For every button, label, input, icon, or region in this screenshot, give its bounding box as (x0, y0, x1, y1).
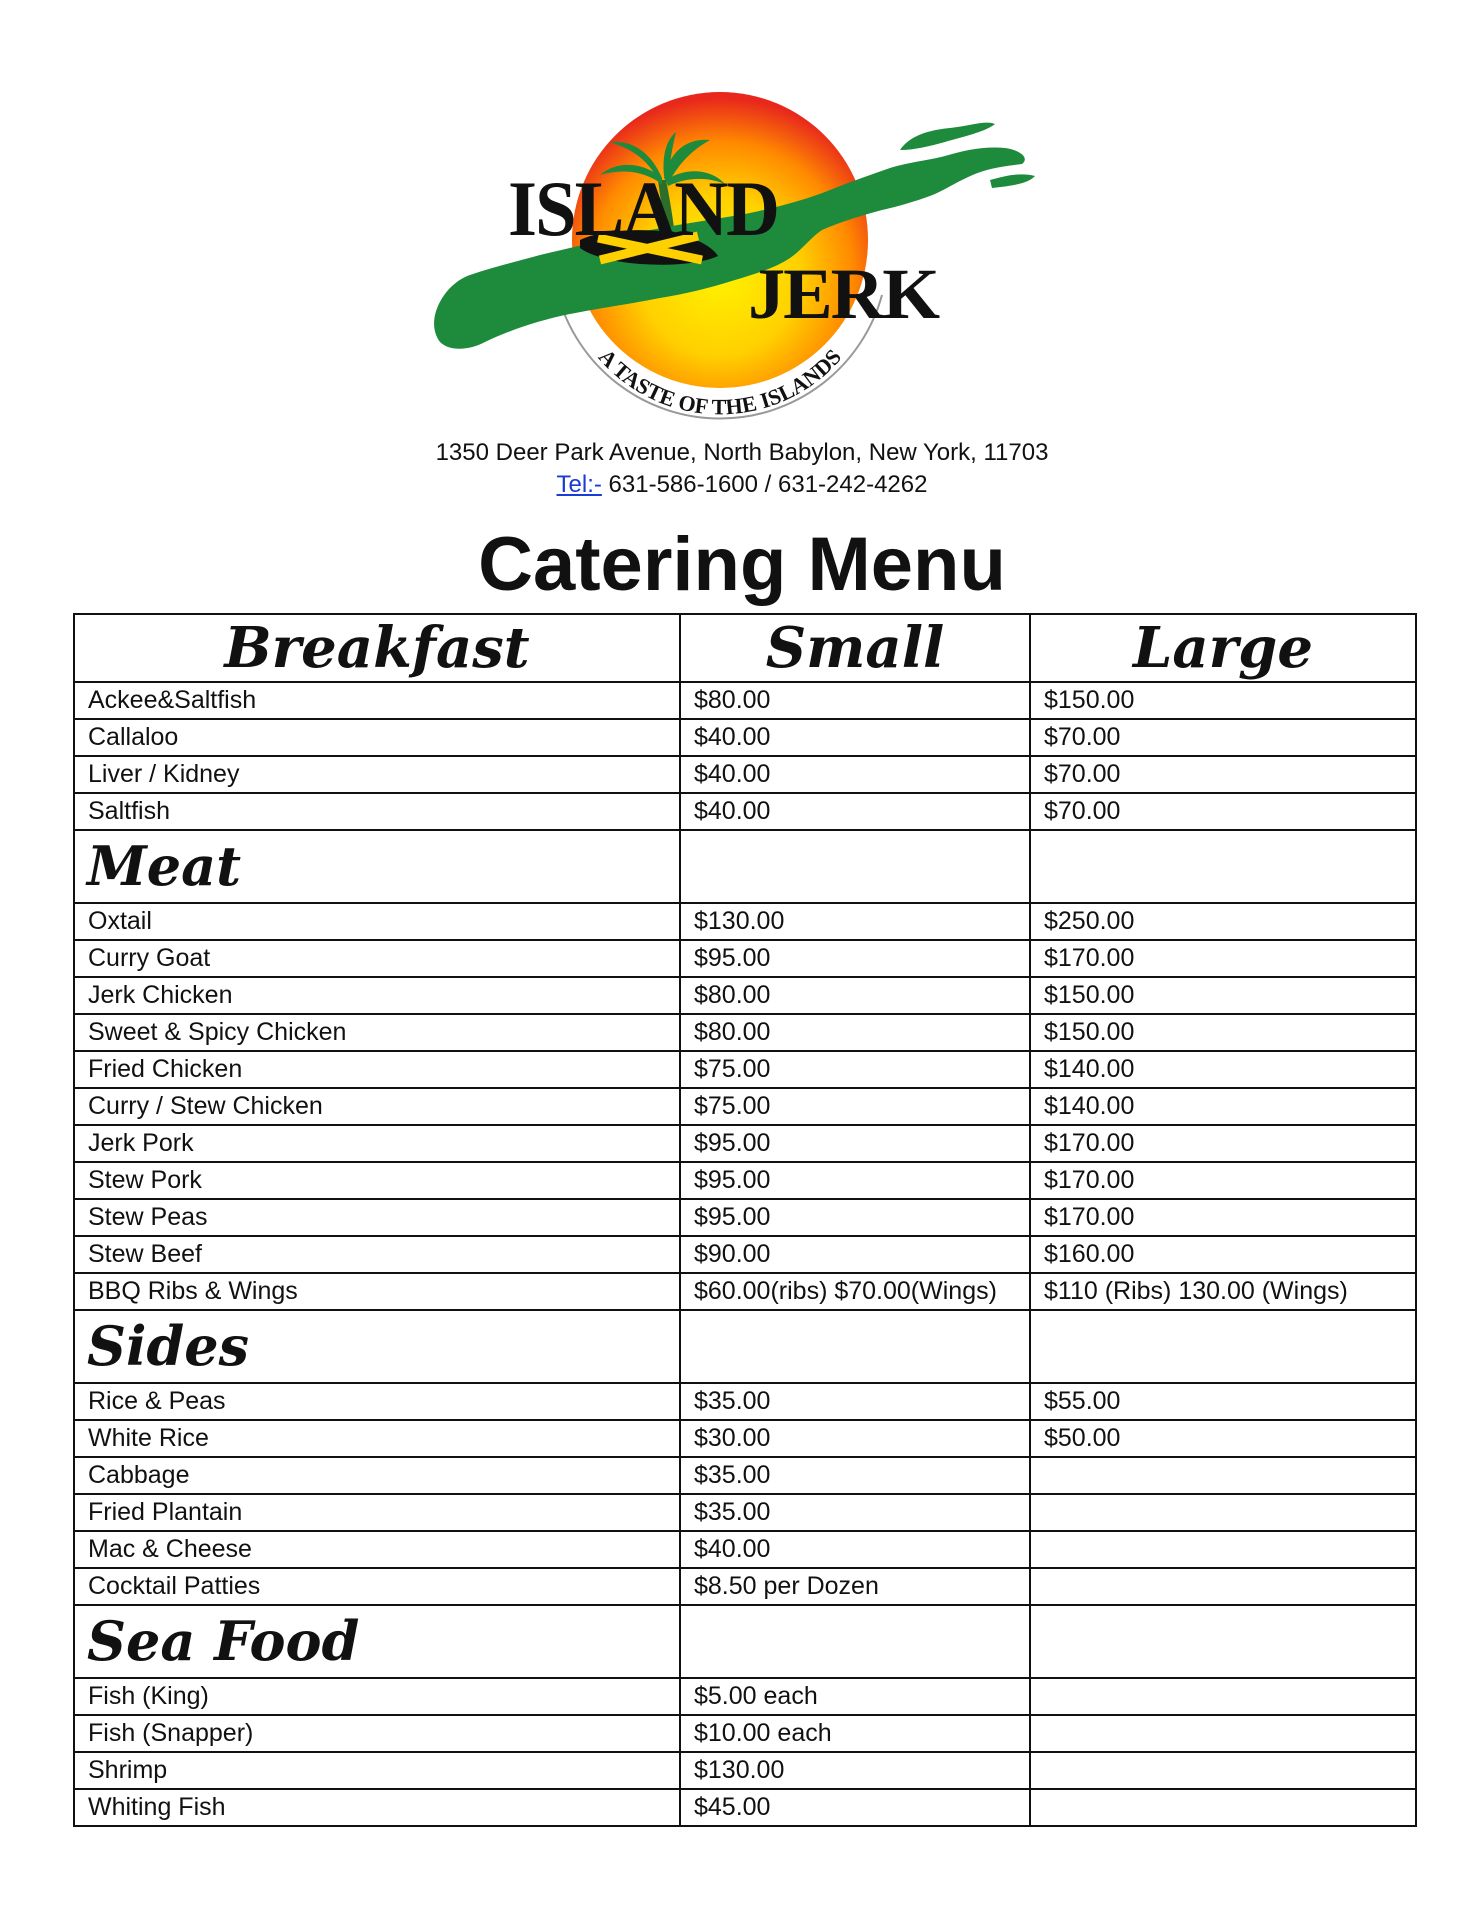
tel-link[interactable]: Tel:- (556, 471, 602, 498)
item-name-cell: Ackee&Saltfish (74, 682, 680, 719)
large-price-cell: $150.00 (1030, 682, 1416, 719)
item-name-cell: Fried Chicken (74, 1051, 680, 1088)
small-price-cell: $95.00 (680, 1199, 1030, 1236)
logo-line1: ISLAND (508, 165, 778, 252)
large-price-cell: $50.00 (1030, 1420, 1416, 1457)
item-name-cell: Stew Pork (74, 1162, 680, 1199)
item-name-cell: Mac & Cheese (74, 1531, 680, 1568)
large-price-cell (1030, 1568, 1416, 1605)
small-price-cell: $95.00 (680, 1125, 1030, 1162)
small-price-cell: $35.00 (680, 1494, 1030, 1531)
table-row (74, 1162, 1416, 1199)
large-price-cell (1030, 1752, 1416, 1789)
small-price-cell: $40.00 (680, 1531, 1030, 1568)
small-price-cell: $35.00 (680, 1383, 1030, 1420)
address-line: 1350 Deer Park Avenue, North Babylon, New York, 11703 (435, 439, 1049, 466)
item-name-cell: Cabbage (74, 1457, 680, 1494)
small-price-cell: $8.50 per Dozen (680, 1568, 1030, 1605)
large-price-cell: $170.00 (1030, 1125, 1416, 1162)
item-name-cell: BBQ Ribs & Wings (74, 1273, 680, 1310)
logo-line2: JERK (748, 254, 941, 334)
item-name-cell: Cocktail Patties (74, 1568, 680, 1605)
item-name-cell: Liver / Kidney (74, 756, 680, 793)
small-price-cell: $45.00 (680, 1789, 1030, 1826)
item-name-cell: Jerk Pork (74, 1125, 680, 1162)
table-row (74, 1014, 1416, 1051)
large-price-cell (1030, 1678, 1416, 1715)
logo-tagline: A TASTE OF THE ISLANDS (593, 343, 847, 420)
item-name-cell: Whiting Fish (74, 1789, 680, 1826)
section-title: Sides (74, 1310, 680, 1383)
large-price-cell (1030, 1789, 1416, 1826)
table-row (74, 756, 1416, 793)
section-title: Sea Food (74, 1605, 680, 1678)
header-breakfast: Breakfast (74, 614, 680, 682)
table-row (74, 1420, 1416, 1457)
small-price-cell: $80.00 (680, 1014, 1030, 1051)
table-row (74, 1494, 1416, 1531)
item-name-cell: Fish (Snapper) (74, 1715, 680, 1752)
small-price-cell: $35.00 (680, 1457, 1030, 1494)
small-price-cell: $95.00 (680, 1162, 1030, 1199)
item-name-cell: Jerk Chicken (74, 977, 680, 1014)
table-row (74, 793, 1416, 830)
phone-numbers: 631-586-1600 / 631-242-4262 (601, 471, 928, 498)
table-row (74, 1273, 1416, 1310)
table-row (74, 1752, 1416, 1789)
large-price-cell: $250.00 (1030, 903, 1416, 940)
large-price-cell: $55.00 (1030, 1383, 1416, 1420)
island-jerk-logo (430, 80, 1050, 440)
small-price-cell: $75.00 (680, 1088, 1030, 1125)
header-small: Small (680, 614, 1030, 682)
table-row (74, 1088, 1416, 1125)
header-large: Large (1030, 614, 1416, 682)
page-title: Catering Menu (478, 522, 1006, 607)
section-empty-cell (1030, 1310, 1416, 1383)
section-header-row (74, 830, 1416, 903)
large-price-cell: $70.00 (1030, 756, 1416, 793)
section-empty-cell (680, 1310, 1030, 1383)
large-price-cell: $170.00 (1030, 1199, 1416, 1236)
table-row (74, 977, 1416, 1014)
large-price-cell: $160.00 (1030, 1236, 1416, 1273)
table-row (74, 719, 1416, 756)
large-price-cell: $150.00 (1030, 977, 1416, 1014)
small-price-cell: $130.00 (680, 903, 1030, 940)
small-price-cell: $40.00 (680, 793, 1030, 830)
item-name-cell: Curry / Stew Chicken (74, 1088, 680, 1125)
table-row (74, 1789, 1416, 1826)
small-price-cell: $60.00(ribs) $70.00(Wings) (680, 1273, 1030, 1310)
table-row (74, 1236, 1416, 1273)
small-price-cell: $80.00 (680, 977, 1030, 1014)
phone-line (0, 470, 1484, 500)
large-price-cell: $140.00 (1030, 1051, 1416, 1088)
small-price-cell: $30.00 (680, 1420, 1030, 1457)
section-empty-cell (1030, 1605, 1416, 1678)
table-row (74, 1383, 1416, 1420)
item-name-cell: Oxtail (74, 903, 680, 940)
item-name-cell: White Rice (74, 1420, 680, 1457)
large-price-cell: $170.00 (1030, 1162, 1416, 1199)
table-row (74, 1568, 1416, 1605)
item-name-cell: Fish (King) (74, 1678, 680, 1715)
large-price-cell: $70.00 (1030, 719, 1416, 756)
table-row (74, 1051, 1416, 1088)
table-row (74, 1457, 1416, 1494)
item-name-cell: Callaloo (74, 719, 680, 756)
table-row (74, 1715, 1416, 1752)
large-price-cell: $150.00 (1030, 1014, 1416, 1051)
large-price-cell (1030, 1715, 1416, 1752)
section-header-row (74, 1605, 1416, 1678)
table-row (74, 1125, 1416, 1162)
section-header-row (74, 1310, 1416, 1383)
large-price-cell: $140.00 (1030, 1088, 1416, 1125)
table-row (74, 1678, 1416, 1715)
catering-menu-table (73, 613, 1417, 1827)
small-price-cell: $80.00 (680, 682, 1030, 719)
item-name-cell: Saltfish (74, 793, 680, 830)
large-price-cell: $110 (Ribs) 130.00 (Wings) (1030, 1273, 1416, 1310)
table-row (74, 940, 1416, 977)
large-price-cell (1030, 1531, 1416, 1568)
table-row (74, 682, 1416, 719)
small-price-cell: $40.00 (680, 719, 1030, 756)
small-price-cell: $10.00 each (680, 1715, 1030, 1752)
item-name-cell: Stew Beef (74, 1236, 680, 1273)
small-price-cell: $40.00 (680, 756, 1030, 793)
section-title: Meat (74, 830, 680, 903)
large-price-cell: $170.00 (1030, 940, 1416, 977)
large-price-cell (1030, 1457, 1416, 1494)
table-row (74, 1531, 1416, 1568)
small-price-cell: $75.00 (680, 1051, 1030, 1088)
section-empty-cell (680, 830, 1030, 903)
large-price-cell (1030, 1494, 1416, 1531)
table-row (74, 903, 1416, 940)
item-name-cell: Rice & Peas (74, 1383, 680, 1420)
small-price-cell: $95.00 (680, 940, 1030, 977)
small-price-cell: $90.00 (680, 1236, 1030, 1273)
item-name-cell: Fried Plantain (74, 1494, 680, 1531)
item-name-cell: Curry Goat (74, 940, 680, 977)
large-price-cell: $70.00 (1030, 793, 1416, 830)
item-name-cell: Sweet & Spicy Chicken (74, 1014, 680, 1051)
item-name-cell: Stew Peas (74, 1199, 680, 1236)
item-name-cell: Shrimp (74, 1752, 680, 1789)
table-row (74, 1199, 1416, 1236)
small-price-cell: $130.00 (680, 1752, 1030, 1789)
section-empty-cell (680, 1605, 1030, 1678)
section-empty-cell (1030, 830, 1416, 903)
table-header-row (74, 614, 1416, 682)
small-price-cell: $5.00 each (680, 1678, 1030, 1715)
